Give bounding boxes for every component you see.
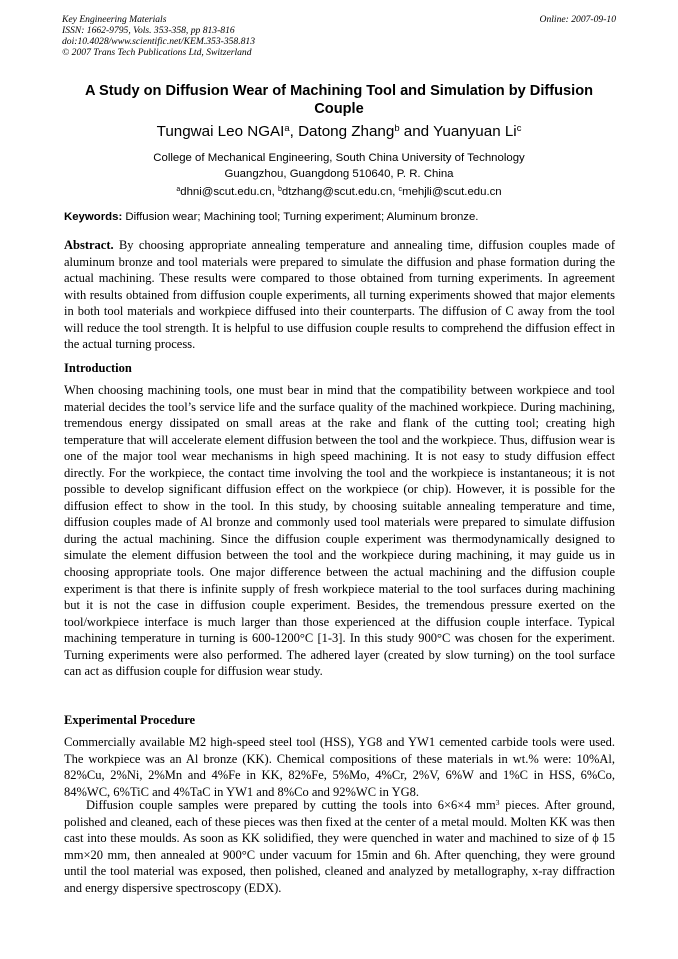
abstract: [64, 237, 615, 353]
affiliation-line: Guangzhou, Guangdong 510640, P. R. China: [224, 168, 454, 180]
author-list: [62, 123, 616, 141]
journal-name: Key Engineering Materials: [62, 14, 167, 25]
affiliation-line: College of Mechanical Engineering, South China University of Technology: [153, 152, 525, 164]
author-separator: ,: [289, 123, 299, 140]
experimental-text: Diffusion couple samples were prepared by cutting the tools into 6×6×4 mm: [86, 798, 496, 812]
affil-mark-a: a: [284, 121, 290, 133]
experimental-text: pieces. After ground, polished and cleaned, each of these pieces was then fixed at the center of a metal mould. Molten KK was then cast into these moulds. As soon as KK solidified, they were quenched in water and machined to size of ϕ 15 mm×20 mm, then annealed at 900°C under vacuum for 15min and 6h. After quenching, they were ground until the tool material was exposed, then polished, cleaned and analyzed by metallography, x-ray diffraction and energy dispersive spectroscopy (EDX).: [64, 798, 615, 895]
copyright-line: © 2007 Trans Tech Publications Ltd, Switzerland: [62, 47, 252, 58]
email-mark-a: a: [176, 186, 181, 194]
experimental-paragraph-2: [64, 797, 615, 896]
email-li[interactable]: mehjli@scut.edu.cn: [402, 186, 502, 198]
author-zhang: Datong Zhang: [298, 123, 395, 140]
email-mark-c: c: [398, 186, 403, 194]
keywords-label: Keywords:: [64, 211, 123, 223]
affiliation: [62, 150, 616, 182]
abstract-text: By choosing appropriate annealing temperature and annealing time, diffusion couples made of aluminum bronze and tool materials were prepared to simulate the diffusion and phase formation during the actual machining. These results were compared to those obtained from turning experiments. In agreement with results obtained from diffusion couple experiments, all turning experiments showed that major elements in both tool materials and workpiece diffused into their counterparts. The diffusion of C away from the tool will reduce the tool strength. It is helpful to use diffusion couple results to comprehend the diffusion effect in the actual turning process.: [64, 238, 615, 352]
paper-title: A Study on Diffusion Wear of Machining Tool and Simulation by Diffusion Couple: [84, 83, 594, 117]
keywords-text: Diffusion wear; Machining tool; Turning experiment; Aluminum bronze.: [122, 211, 479, 223]
introduction-paragraph: When choosing machining tools, one must bear in mind that the compatibility between workpiece and tool material decides the tool’s service life and the surface quality of the machined workpiece. During machining, tremendous energy dissipated on small areas at the rake and flank of the cutting tool; creating high temperature that will accelerate element diffusion between the tool and the workpiece. Thus, diffusion wear is one of the major tool wear mechanisms in high speed machining. It is not easy to study diffusion effect directly. For the workpiece, the contact time involving the tool and the workpiece is instantaneous; it is not possible to develop significant diffusion effect on the workpiece (or chip). However, it is possible for the diffusion effect to show in the tool. In this study, by choosing suitable annealing temperature and time, diffusion couples made of Al bronze and commonly used tool materials were prepared to simulate diffusion during the actual machining. Since the diffusion couple experiment was thermodynamically designed to simulate the element diffusion between the tool and the workpiece during machining, it may guide us in choosing appropriate tools. One major difference between the actual machining and the diffusion couple experiment is that there is infinite supply of fresh workpiece material to the tool surfaces during machining but it is not the case in diffusion couple experiment. Besides, the tremendous pressure exerted on the tool/workpiece interface is much larger than those experienced at the diffusion couple interface. Typical machining temperature in turning is 600-1200°C [1-3]. In this study 900°C was chosen for the experiment. Turning experiments were also performed. The adhered layer (created by slow turning) on the tool surface can act as diffusion couple for diffusion wear study.: [64, 383, 615, 679]
abstract-label: Abstract.: [64, 238, 114, 252]
affil-mark-c: c: [516, 121, 522, 133]
experimental-paragraph-1: Commercially available M2 high-speed steel tool (HSS), YG8 and YW1 cemented carbide tools were used. The workpiece was an Al bronze (KK). Chemical compositions of these materials in wt.% were: 10%Al, 82%Cu, 2%Ni, 2%Mn and 4%Fe in KK, 82%Fe, 5%Mo, 4%Cr, 2%V, 6%W and 1%C in HSS, 6%Co, 84%WC, 6%TiC and 4%TaC in YW1 and 8%Co and 92%WC in YG8.: [64, 735, 615, 799]
affil-mark-b: b: [394, 121, 400, 133]
experimental-heading: Experimental Procedure: [64, 713, 196, 727]
superscript-3: 3: [495, 797, 500, 807]
doi-line[interactable]: doi:10.4028/www.scientific.net/KEM.353-358.813: [62, 36, 256, 47]
author-li: Yuanyuan Li: [433, 123, 517, 140]
keywords: [64, 209, 616, 225]
email-mark-b: b: [277, 186, 282, 194]
email-zhang[interactable]: dtzhang@scut.edu.cn,: [281, 186, 399, 198]
introduction-heading: Introduction: [64, 361, 132, 375]
journal-header: [62, 14, 616, 58]
issn-line: ISSN: 1662-9795, Vols. 353-358, pp 813-816: [62, 25, 235, 36]
email-ngai[interactable]: dhni@scut.edu.cn,: [180, 186, 278, 198]
author-separator: and: [399, 123, 434, 140]
email-list: [62, 184, 616, 200]
online-date: Online: 2007-09-10: [539, 14, 616, 25]
author-ngai: Tungwai Leo NGAI: [156, 123, 285, 140]
